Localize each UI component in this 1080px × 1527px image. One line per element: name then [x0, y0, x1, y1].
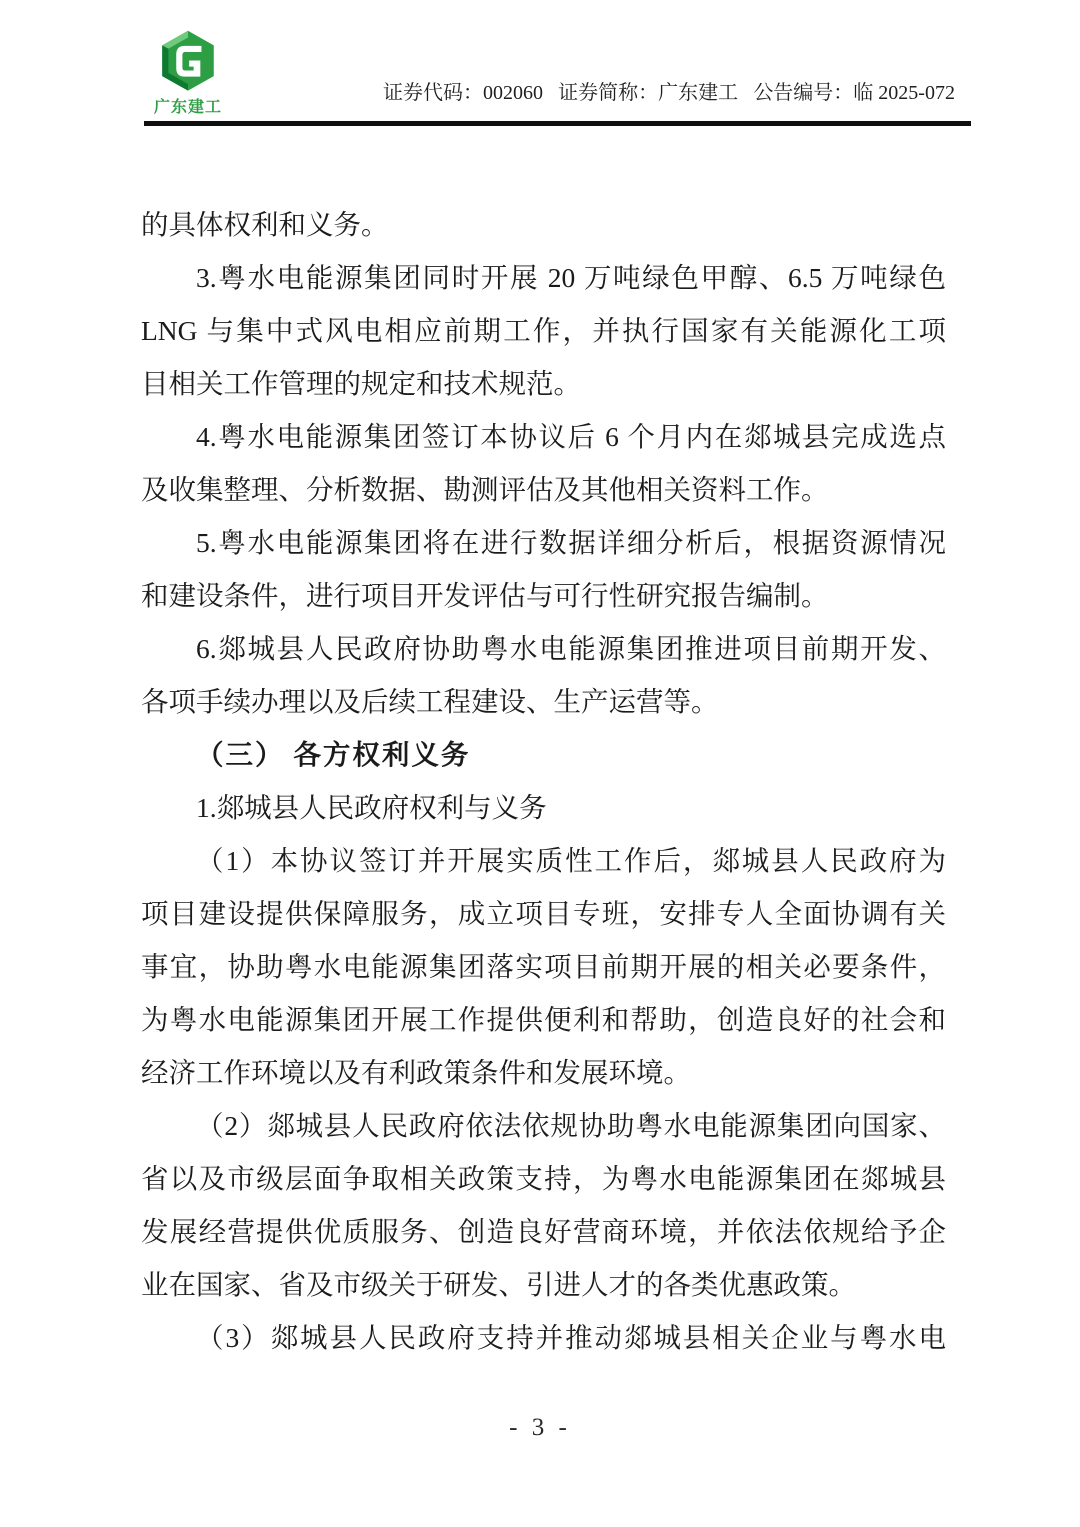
paragraph: [141, 516, 946, 622]
header-divider-rule: [144, 121, 971, 126]
paragraph: [141, 622, 946, 728]
text-line: 项目建设提供保障服务，成立项目专班，安排专人全面协调有关: [141, 898, 946, 929]
text-line: 6.郯城县人民政府协助粤水电能源集团推进项目前期开发、: [196, 633, 946, 664]
paragraph: [141, 781, 946, 834]
text-line: 各项手续办理以及后续工程建设、生产运营等。: [141, 686, 719, 717]
text-line: 4.粤水电能源集团签订本协议后 6 个月内在郯城县完成选点: [196, 421, 946, 452]
text-line: 目相关工作管理的规定和技术规范。: [141, 368, 581, 399]
paragraph: [141, 410, 946, 516]
company-logo-text: 广东建工: [153, 99, 222, 116]
securities-info-line: [383, 76, 955, 105]
page-footer: [0, 1414, 1080, 1442]
text-line: 和建设条件，进行项目开发评估与可行性研究报告编制。: [141, 580, 829, 611]
company-logo-icon: [160, 30, 216, 92]
paragraph: [141, 1311, 946, 1364]
text-line: LNG 与集中式风电相应前期工作，并执行国家有关能源化工项: [141, 315, 946, 346]
paragraph: [141, 198, 946, 251]
text-line: （2）郯城县人民政府依法依规协助粤水电能源集团向国家、: [196, 1110, 946, 1141]
text-line: 3.粤水电能源集团同时开展 20 万吨绿色甲醇、6.5 万吨绿色: [196, 262, 946, 293]
text-line: （1）本协议签订并开展实质性工作后，郯城县人民政府为: [196, 845, 946, 876]
text-line: 1.郯城县人民政府权利与义务: [196, 792, 547, 823]
text-line: 业在国家、省及市级关于研发、引进人才的各类优惠政策。: [141, 1269, 856, 1300]
paragraph: [141, 834, 946, 1099]
stock-abbr-label: 证券简称：广东建工: [558, 82, 739, 104]
text-line: 的具体权利和义务。: [141, 209, 389, 240]
company-logo: [148, 30, 228, 117]
paragraph: [141, 1099, 946, 1311]
announcement-no-label: 公告编号：临 2025-072: [753, 82, 955, 104]
text-line: （三） 各方权利义务: [196, 739, 471, 770]
text-line: 为粤水电能源集团开展工作提供便利和帮助，创造良好的社会和: [141, 1004, 946, 1035]
stock-code-label: 证券代码：002060: [383, 82, 543, 104]
text-line: 发展经营提供优质服务、创造良好营商环境，并依法依规给予企: [141, 1216, 946, 1247]
text-line: 经济工作环境以及有利政策条件和发展环境。: [141, 1057, 691, 1088]
page-number: - 3 -: [509, 1414, 571, 1441]
text-line: 事宜，协助粤水电能源集团落实项目前期开展的相关必要条件，: [141, 951, 946, 982]
text-line: 省以及市级层面争取相关政策支持，为粤水电能源集团在郯城县: [141, 1163, 946, 1194]
text-line: （3）郯城县人民政府支持并推动郯城县相关企业与粤水电: [196, 1322, 946, 1353]
document-body: [141, 198, 946, 1364]
text-line: 5.粤水电能源集团将在进行数据详细分析后，根据资源情况: [196, 527, 946, 558]
text-line: 及收集整理、分析数据、勘测评估及其他相关资料工作。: [141, 474, 829, 505]
paragraph: [141, 251, 946, 410]
section-heading: [141, 728, 946, 781]
